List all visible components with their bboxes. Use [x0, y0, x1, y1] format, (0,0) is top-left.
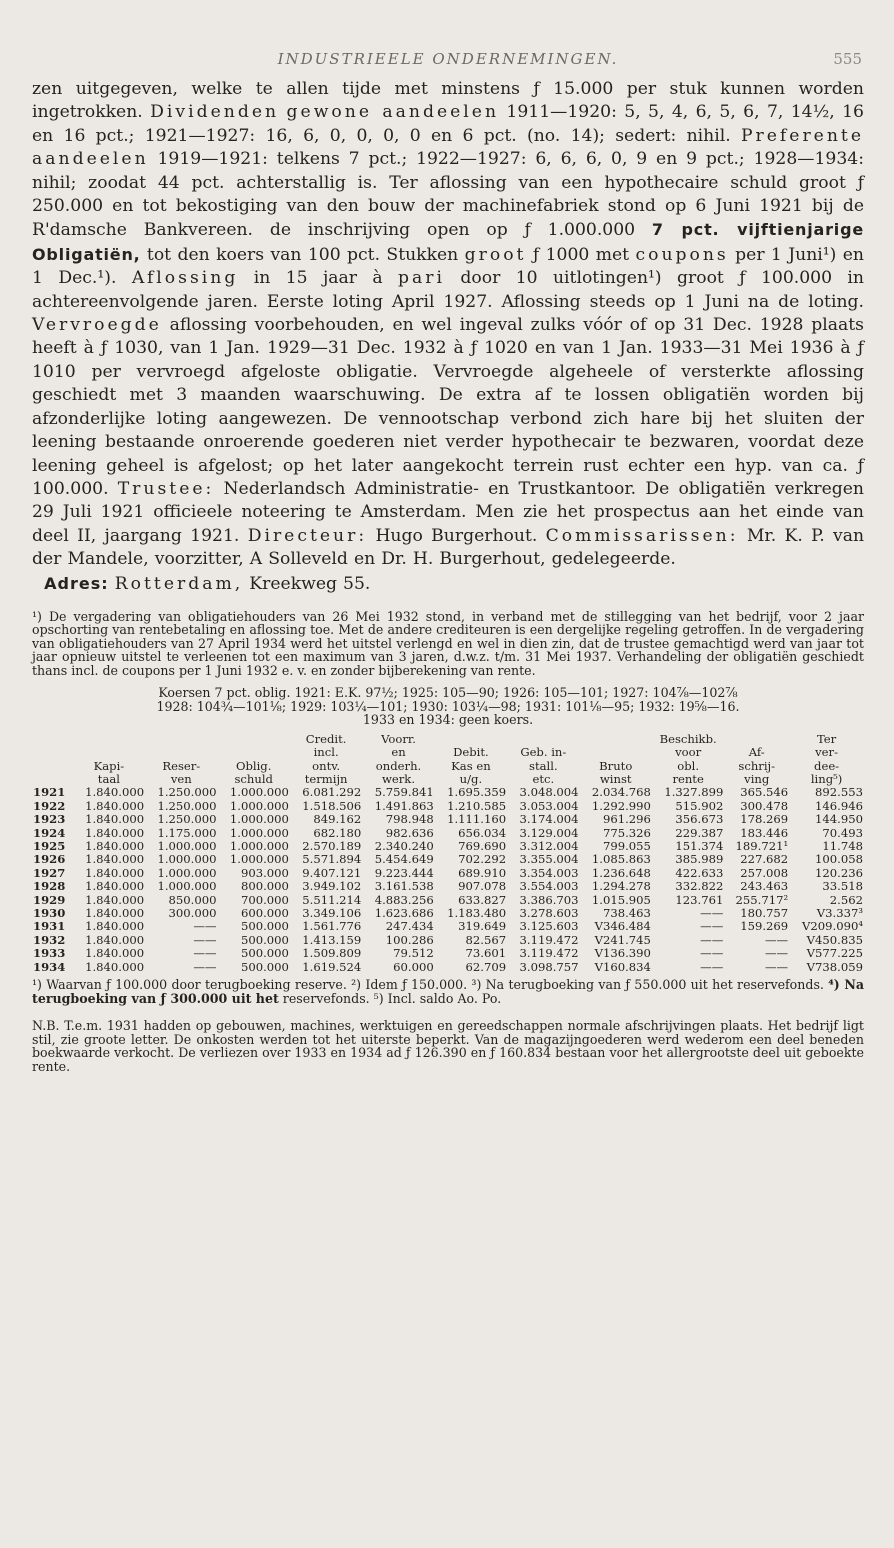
table-row: [32, 786, 864, 799]
table-cell: 775.326: [602, 825, 651, 840]
table-cell: 1.250.000: [157, 812, 217, 827]
table-cell: 178.269: [740, 812, 789, 827]
table-cell: 100.058: [815, 852, 863, 867]
table-row: [32, 907, 864, 920]
year-cell: 1934: [33, 959, 66, 974]
table-cell: 1.491.863: [374, 798, 434, 813]
year-cell: 1933: [33, 946, 66, 961]
year-cell: 1931: [33, 919, 66, 934]
table-cell: 300.478: [740, 798, 789, 813]
table-cell: 500.000: [240, 919, 289, 934]
table-cell: 255.717²: [735, 892, 789, 907]
table-cell: 385.989: [675, 852, 724, 867]
table-cell: 1.840.000: [85, 812, 145, 827]
table-body: [32, 786, 864, 974]
table-cell: 5.759.841: [374, 785, 434, 800]
table-cell: 3.053.004: [519, 798, 579, 813]
table-cell: 1.619.524: [302, 959, 362, 974]
table-cell: 1.840.000: [85, 932, 145, 947]
text-span: Mr. K. P. van der Mandele, voorzitter, A Solleveld en Dr. H. Burgerhout, gedelegeerde.: [32, 525, 865, 570]
table-cell: 1.623.686: [374, 906, 434, 921]
text-span: 1919—1921: telkens 7 pct.; 1922—1927: 6, 6, 6, 0, 9 en 9 pct.; 1928—1934: nihil; zoodat 44 pct. achterstallig is. Ter aflossing van een hypothecaire schuld groot ƒ 250.000 en tot bekostiging van den bouw der machinefabriek stond op 6 Juni 1921 bij de R'damsche Bankvereen. de inschrijving open op ƒ 1.000.000: [32, 149, 864, 241]
koersen-block: [32, 686, 864, 727]
table-cell: 229.387: [675, 825, 724, 840]
table-cell: 82.567: [465, 932, 507, 947]
table-cell: 1.561.776: [302, 919, 362, 934]
table-cell: 5.511.214: [302, 892, 362, 907]
table-cell: 1.509.809: [302, 946, 362, 961]
adres-street: Kreekweg 55.: [243, 573, 371, 594]
column-header: Debit. Kas en u/g.: [451, 745, 491, 786]
table-cell: 1.840.000: [85, 798, 145, 813]
table-cell: V346.484: [594, 919, 651, 934]
table-cell: 2.340.240: [374, 839, 434, 853]
table-cell: ——: [193, 946, 217, 961]
table-cell: 3.355.004: [519, 852, 579, 867]
table-cell: 146.946: [815, 798, 863, 813]
table-cell: 180.757: [740, 906, 789, 921]
table-cell: 3.119.472: [519, 946, 579, 961]
year-cell: 1923: [33, 812, 66, 827]
table-cell: ——: [764, 946, 789, 961]
table-row: [32, 920, 864, 933]
table-cell: 144.950: [815, 812, 863, 827]
table-cell: 100.286: [385, 932, 434, 947]
text-span: [279, 102, 286, 122]
table-cell: 79.512: [393, 946, 434, 961]
table-cell: 1.292.990: [591, 798, 651, 813]
table-cell: 70.493: [822, 825, 863, 840]
table-cell: 907.078: [458, 879, 507, 894]
table-cell: 1.236.648: [591, 865, 651, 880]
table-cell: 183.446: [740, 825, 789, 840]
text-span: Nederlandsch Administratie- en Trustkantoor. De obligatiën verkregen 29 Juli 1921 officieele noteering te Amsterdam. Men zie het prospectus aan het einde van deel II, jaargang 1921.: [32, 478, 864, 546]
column-header: Bruto winst: [599, 758, 633, 786]
table-cell: 319.649: [458, 919, 507, 934]
table-cell: 159.269: [740, 919, 789, 934]
column-header: Kapi- taal: [93, 758, 125, 786]
table-cell: 1.327.899: [664, 785, 724, 800]
table-cell: 33.518: [822, 879, 863, 894]
table-cell: 1.294.278: [591, 879, 651, 894]
table-row: [32, 840, 864, 853]
table-cell: 1.015.905: [591, 892, 651, 907]
table-cell: ——: [700, 946, 724, 961]
table-cell: 3.554.003: [519, 879, 579, 894]
table-cell: 3.098.757: [519, 959, 579, 974]
table-cell: 4.883.256: [374, 892, 434, 907]
table-cell: 850.000: [168, 892, 217, 907]
table-cell: 961.296: [602, 812, 651, 827]
year-cell: 1927: [33, 865, 66, 880]
footnote-obligations: ¹) De vergadering van obligatiehouders van 26 Mei 1932 stond, in verband met de stillegging van het bedrijf, voor 2 jaar opschorting van rentebetaling en aflossing toe. Met de andere crediteuren is een dergelijke regeling getroffen. In de vergadering van obligatiehouders van 27 April 1934 werd het uitstel verlengd en wel in dien zin, dat de trustee gemachtigd werd van jaar tot jaar opnieuw uitstel te verleenen tot een maximum van 3 jaren, d.w.z. t/m. 31 Mei 1937. Verhandeling der obligatiën geschiedt thans incl. de coupons per 1 Juni 1932 e. v. en zonder bijberekening van rente.: [32, 608, 864, 678]
table-cell: 227.682: [740, 852, 789, 867]
table-cell: 3.349.106: [302, 906, 362, 921]
table-cell: 3.312.004: [519, 839, 579, 853]
footnote-text: ¹) Waarvan ƒ 100.000 door terugboeking reserve. ²) Idem ƒ 150.000. ³) Na terugboeking van ƒ 550.000 uit het reservefonds.: [32, 977, 829, 993]
text-span: tot den koers van 100 pct. Stukken: [140, 244, 465, 265]
footnote-text: reservefonds. ⁵) Incl. saldo Ao. Po.: [278, 990, 502, 1006]
table-cell: 62.709: [465, 959, 507, 974]
table-cell: 689.910: [458, 865, 507, 880]
coupons-label: coupons: [635, 244, 729, 265]
vervroegde-label: Vervroegde: [32, 315, 162, 336]
table-row: [32, 867, 864, 880]
table-cell: 1.000.000: [229, 825, 289, 840]
table-cell: 1.000.000: [229, 812, 289, 827]
table-cell: 1.000.000: [229, 785, 289, 800]
table-row: [32, 947, 864, 960]
table-cell: 3.161.538: [374, 879, 434, 894]
column-header: Credit. incl. ontv. termijn: [304, 731, 348, 786]
table-cell: 332.822: [675, 879, 724, 894]
table-cell: ——: [193, 959, 217, 974]
table-cell: 2.034.768: [591, 785, 651, 800]
column-header: Oblig. schuld: [234, 758, 273, 786]
year-cell: 1924: [33, 825, 66, 840]
table-cell: 5.571.894: [302, 852, 362, 867]
table-cell: 600.000: [240, 906, 289, 921]
table-cell: 1.175.000: [157, 825, 217, 840]
table-cell: 3.354.003: [519, 865, 579, 880]
koersen-line: Koersen 7 pct. oblig. 1921: E.K. 97½; 1925: 105—90; 1926: 105—101; 1927: 104⅞—102⅞: [158, 684, 738, 700]
table-cell: 3.174.004: [519, 812, 579, 827]
table-cell: 1.840.000: [85, 946, 145, 961]
table-row: [32, 813, 864, 826]
page-number: 555: [833, 50, 862, 68]
running-header: [32, 40, 864, 72]
table-cell: 422.633: [675, 865, 724, 880]
table-cell: 5.454.649: [374, 852, 434, 867]
table-cell: 1.413.159: [302, 932, 362, 947]
financial-table: [32, 733, 864, 974]
table-cell: 3.949.102: [302, 879, 362, 894]
table-cell: 769.690: [458, 839, 507, 853]
table-cell: ——: [700, 959, 724, 974]
table-cell: 633.827: [458, 892, 507, 907]
table-cell: V160.834: [594, 959, 651, 974]
commissarissen-label: Commissarissen:: [545, 525, 739, 546]
table-cell: 1.840.000: [85, 879, 145, 894]
table-cell: 1.111.160: [447, 812, 507, 827]
table-cell: ——: [764, 932, 789, 947]
preferente-aandeelen-label: Preferente aandeelen: [32, 125, 864, 170]
address-line: [32, 572, 864, 596]
table-cell: 500.000: [240, 932, 289, 947]
table-cell: 1.840.000: [85, 825, 145, 840]
table-row: [32, 800, 864, 813]
table-cell: 9.407.121: [302, 865, 362, 880]
column-header: Geb. in- stall. etc.: [520, 745, 567, 786]
table-cell: V450.835: [806, 932, 863, 947]
table-cell: 515.902: [675, 798, 724, 813]
table-cell: 243.463: [740, 879, 789, 894]
table-cell: 1.000.000: [157, 852, 217, 867]
table-cell: 356.673: [675, 812, 724, 827]
year-cell: 1930: [33, 906, 66, 921]
table-cell: 682.180: [313, 825, 362, 840]
table-cell: 1.840.000: [85, 839, 145, 853]
table-cell: 500.000: [240, 946, 289, 961]
table-cell: 73.601: [465, 946, 507, 961]
table-cell: 700.000: [240, 892, 289, 907]
table-cell: 189.721¹: [735, 839, 789, 853]
table-cell: 11.748: [822, 839, 863, 853]
table-cell: 123.761: [675, 892, 724, 907]
gewone-aandeelen-label: gewone aandeelen: [286, 102, 500, 123]
main-text: [32, 78, 864, 596]
table-cell: 500.000: [240, 959, 289, 974]
table-cell: 1.000.000: [157, 865, 217, 880]
year-cell: 1928: [33, 879, 66, 894]
column-header: Voorr. en onderh. werk.: [375, 731, 422, 786]
table-cell: ——: [700, 919, 724, 934]
groot-label: groot: [464, 244, 527, 265]
table-cell: 1.250.000: [157, 798, 217, 813]
table-cell: 257.008: [740, 865, 789, 880]
table-cell: 3.048.004: [519, 785, 579, 800]
text-span: 1911—1920: 5, 5, 4, 6, 5, 6, 7, 14½, 16 en 16 pct.; 1921—1927: 16, 6, 0, 0, 0, 0 en 6 pct. (no. 14); sedert: nihil.: [32, 102, 864, 146]
text-span: zen uitgegeven, welke te allen tijde met minstens ƒ 15.000 per stuk kunnen worden ingetrokken.: [32, 79, 864, 123]
table-row: [32, 934, 864, 947]
adres-city: Rotterdam,: [114, 573, 244, 594]
table-cell: 903.000: [240, 865, 289, 880]
koersen-line: 1933 en 1934: geen koers.: [362, 712, 534, 728]
table-cell: 6.081.292: [302, 785, 362, 800]
table-row: [32, 961, 864, 974]
year-cell: 1921: [33, 785, 66, 800]
column-header: Af- schrij- ving: [738, 745, 776, 786]
aflossing-label: Aflossing: [131, 268, 239, 289]
year-cell: 1922: [33, 798, 66, 813]
column-header: Reser- ven: [162, 758, 201, 786]
table-cell: 3.278.603: [519, 906, 579, 921]
table-cell: 365.546: [740, 785, 789, 800]
table-row: [32, 880, 864, 893]
table-cell: 1.000.000: [157, 839, 217, 853]
table-cell: 1.250.000: [157, 785, 217, 800]
table-cell: 9.223.444: [374, 865, 434, 880]
table-cell: 702.292: [458, 852, 507, 867]
table-cell: ——: [700, 932, 724, 947]
table-cell: 1.000.000: [157, 879, 217, 894]
table-cell: V136.390: [594, 946, 651, 961]
page: [32, 40, 864, 1074]
table-cell: ——: [193, 919, 217, 934]
table-cell: ——: [700, 906, 724, 921]
column-header: [32, 733, 73, 787]
table-cell: 1.840.000: [85, 906, 145, 921]
table-cell: 1.695.359: [447, 785, 507, 800]
directeur-label: Directeur:: [247, 525, 368, 546]
text-span: ƒ 1000 met: [526, 244, 636, 265]
year-cell: 1932: [33, 932, 66, 947]
table-cell: ——: [764, 959, 789, 974]
table-cell: V241.745: [594, 932, 651, 947]
table-cell: 656.034: [458, 825, 507, 840]
table-cell: 738.463: [602, 906, 651, 921]
table-cell: 799.055: [602, 839, 651, 853]
table-cell: ——: [193, 932, 217, 947]
table-cell: 300.000: [168, 906, 217, 921]
table-footnotes: [32, 978, 864, 1005]
table-cell: 3.125.603: [519, 919, 579, 934]
text-span: Hugo Burgerhout.: [367, 525, 546, 546]
footnote-text-bold: ⁴) Na terugboeking van ƒ 300.000 uit het: [32, 977, 864, 1006]
column-header: Beschikb. voor obl. rente: [659, 731, 717, 786]
table-cell: V738.059: [806, 959, 863, 974]
table-cell: 1.000.000: [229, 852, 289, 867]
table-cell: 982.636: [385, 825, 434, 840]
table-cell: 1.000.000: [229, 798, 289, 813]
obligatien-heading: 7 pct. vijftienjarige Obligatiën,: [32, 220, 864, 264]
table-cell: V577.225: [806, 946, 863, 961]
table-cell: 247.434: [385, 919, 434, 934]
table-cell: 1.518.506: [302, 798, 362, 813]
year-cell: 1929: [33, 892, 66, 907]
table-cell: 1.840.000: [85, 865, 145, 880]
text-span: aflossing voorbehouden, en wel ingeval zulks vóór of op 31 Dec. 1928 plaats heeft à ƒ 1030, van 1 Jan. 1929—31 Dec. 1932 à ƒ 1020 en van 1 Jan. 1933—31 Mei 1936 à ƒ 1010 per vervroegd afgeloste obligatie. Vervroegde algeheele of versterkte aflossing geschiedt met 3 maanden waarschuwing. De extra af te lossen obligatiën worden bij afzonderlijke loting aangewezen. De vennootschap verbond zich hare bij het sluiten der leening bestaande onroerende goederen niet verder hypothecair te bezwaren, voordat deze leening geheel is afgelost; op het later aangekocht terrein rust echter een hyp. van ca. ƒ 100.000.: [32, 315, 864, 499]
table-row: [32, 894, 864, 907]
trustee-label: Trustee:: [117, 478, 215, 499]
table-cell: 2.562: [829, 892, 863, 907]
table-cell: 1.840.000: [85, 959, 145, 974]
adres-label: Adres:: [44, 573, 109, 593]
table-cell: 2.570.189: [302, 839, 362, 853]
table-cell: 798.948: [385, 812, 434, 827]
table-cell: 120.236: [815, 865, 863, 880]
table-cell: 1.000.000: [229, 839, 289, 853]
table-cell: V3.337³: [816, 906, 863, 921]
table-cell: 1.840.000: [85, 892, 145, 907]
table-cell: 60.000: [393, 959, 434, 974]
table-cell: 1.840.000: [85, 785, 145, 800]
table-cell: 800.000: [240, 879, 289, 894]
table-cell: 1.840.000: [85, 852, 145, 867]
table-cell: 3.386.703: [519, 892, 579, 907]
table-cell: 3.129.004: [519, 825, 579, 840]
table-cell: 3.119.472: [519, 932, 579, 947]
year-cell: 1926: [33, 852, 66, 867]
table-cell: 1.183.480: [447, 906, 507, 921]
running-title: INDUSTRIEELE ONDERNEMINGEN.: [277, 50, 619, 68]
koersen-line: 1928: 104¾—101⅛; 1929: 103¼—101; 1930: 103¼—98; 1931: 101⅛—95; 1932: 19⅝—16.: [156, 698, 740, 714]
year-cell: 1925: [33, 839, 66, 853]
text-span: door 10 uitlotingen¹) groot ƒ 100.000 in achtereenvolgende jaren. Eerste loting April 1927. Aflossing steeds op 1 Juni na de loting.: [32, 268, 864, 312]
column-header: Ter ver- dee- ling⁵): [810, 731, 843, 786]
table-cell: 849.162: [313, 812, 362, 827]
text-span: per 1 Juni¹) en 1 Dec.¹).: [32, 244, 864, 289]
table-header-row: [32, 733, 864, 787]
pari-label: pari: [398, 268, 446, 289]
table-cell: 1.840.000: [85, 919, 145, 934]
table-row: [32, 853, 864, 866]
dividenden-label: Dividenden: [150, 102, 280, 123]
table-cell: 151.374: [675, 839, 724, 853]
nb-note: N.B. T.e.m. 1931 hadden op gebouwen, machines, werktuigen en gereedschappen normale afschrijvingen plaats. Het bedrijf ligt stil, zie groote letter. De onkosten werden tot het uiterste beperkt. Van de magazijngoederen werd wederom een deel beneden boekwaarde verkocht. De verliezen over 1933 en 1934 ad ƒ 126.390 en ƒ 160.834 bestaan voor het allergrootste deel uit geboekte rente.: [32, 1018, 864, 1075]
company-paragraph: [32, 78, 864, 572]
table-cell: 892.553: [815, 785, 863, 800]
table-cell: 1.085.863: [591, 852, 651, 867]
table-cell: 1.210.585: [447, 798, 507, 813]
table-cell: V209.090⁴: [802, 919, 863, 934]
table-row: [32, 827, 864, 840]
text-span: in 15 jaar à: [238, 268, 399, 289]
